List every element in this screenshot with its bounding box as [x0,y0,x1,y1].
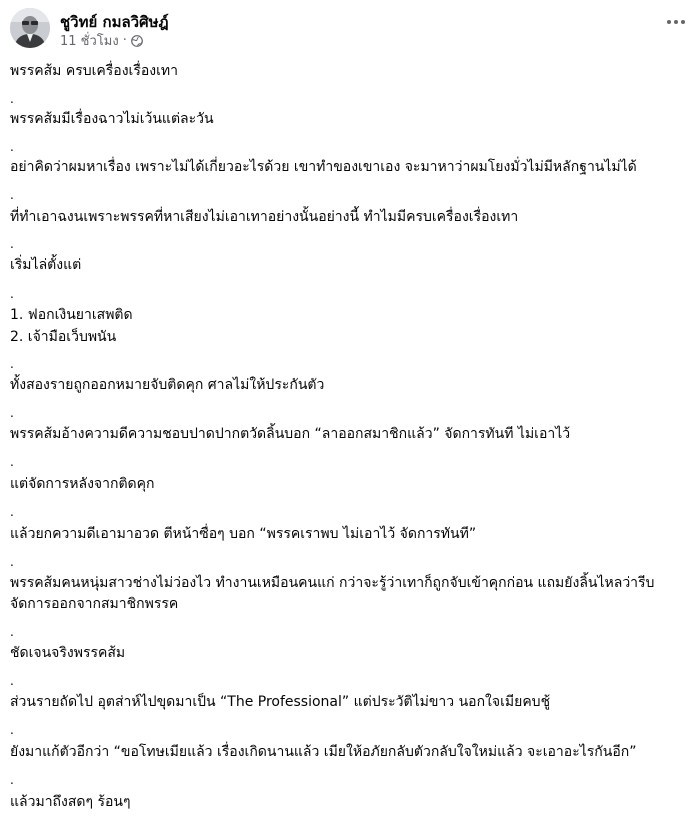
post-line: ส่วนรายถัดไป อุตส่าห์ไปขุดมาเป็น “The Professional” แต่ประวัติไม่ขาว นอกใจเมียคบชู้ [10,694,551,710]
avatar-image [10,8,50,48]
post-line: แล้วมาถึงสดๆ ร้อนๆ [10,794,131,810]
more-dot [667,20,671,24]
author-name[interactable]: ชูวิทย์ กมลวิศิษฎ์ [60,13,169,31]
dot-separator: . [10,357,14,371]
dot-separator: . [10,237,14,251]
dot-separator: . [10,287,14,301]
globe-icon [131,35,143,47]
post-line: 1. ฟอกเงินยาเสพติด [10,307,133,323]
meta-separator: · [122,33,127,48]
dot-separator: . [10,188,14,202]
dot-separator: . [10,723,14,737]
post-line: ชัดเจนจริงพรรคส้ม [10,645,126,661]
dot-separator: . [10,140,14,154]
post-line: พรรคส้มอ้างความดีความชอบปาดปากตวัดลิ้นบอก “ลาออกสมาชิกแล้ว” จัดการทันที ไม่เอาไว้ [10,426,571,442]
dot-separator: . [10,406,14,420]
more-options-button[interactable] [662,10,690,34]
post-line: ยังมาแก้ตัวอีกว่า “ขอโทษเมียแล้ว เรื่องเกิดนานแล้ว เมียให้อภัยกลับตัวกลับใจใหม่แล้ว จะเอาอะไรกันอีก” [10,744,637,760]
post-line: พรรคส้ม ครบเครื่องเรื่องเทา [10,63,178,79]
post-header [10,6,690,50]
dot-separator: . [10,505,14,519]
post-time[interactable]: 11 ชั่วโมง [60,34,119,49]
dot-separator: . [10,92,14,106]
more-dot [681,20,685,24]
post-line: พรรคส้มมีเรื่องฉาวไม่เว้นแต่ละวัน [10,111,214,127]
dot-separator: . [10,625,14,639]
post-line: ทั้งสองรายถูกออกหมายจับติดคุก ศาลไม่ให้ประกันตัว [10,377,325,393]
post-line: อย่าคิดว่าผมหาเรื่อง เพราะไม่ได้เกี่ยวอะไรด้วย เขาทำของเขาเอง จะมาหาว่าผมโยงมั่วไม่มีหลักฐานไม่ได้ [10,159,637,175]
avatar[interactable] [10,8,50,48]
dot-separator: . [10,773,14,787]
post-line: แต่จัดการหลังจากติดคุก [10,476,155,492]
post-line: 2. เจ้ามือเว็บพนัน [10,329,117,345]
dot-separator: . [10,455,14,469]
post-line: เริ่มไล่ตั้งแต่ [10,257,82,273]
more-dot [674,20,678,24]
post-line: แล้วยกความดีเอามาอวด ตีหน้าซื่อๆ บอก “พรรคเราพบ ไม่เอาไว้ จัดการทันที” [10,526,477,542]
post-line: จัดการออกจากสมาชิกพรรค [10,596,179,612]
post-line: พรรคส้มคนหนุ่มสาวช่างไม่ว่องไว ทำงานเหมือนคนแก่ กว่าจะรู้ว่าเทาก็ถูกจับเข้าคุกก่อน แถมยังลิ้นไหลว่ารีบ [10,575,655,591]
post-line: ที่ทำเอาฉงนเพราะพรรคที่หาเสียงไม่เอาเทาอย่างนั้นอย่างนี้ ทำไมมีครบเครื่องเรื่องเทา [10,209,519,225]
dot-separator: . [10,555,14,569]
dot-separator: . [10,674,14,688]
post-meta [60,30,143,51]
